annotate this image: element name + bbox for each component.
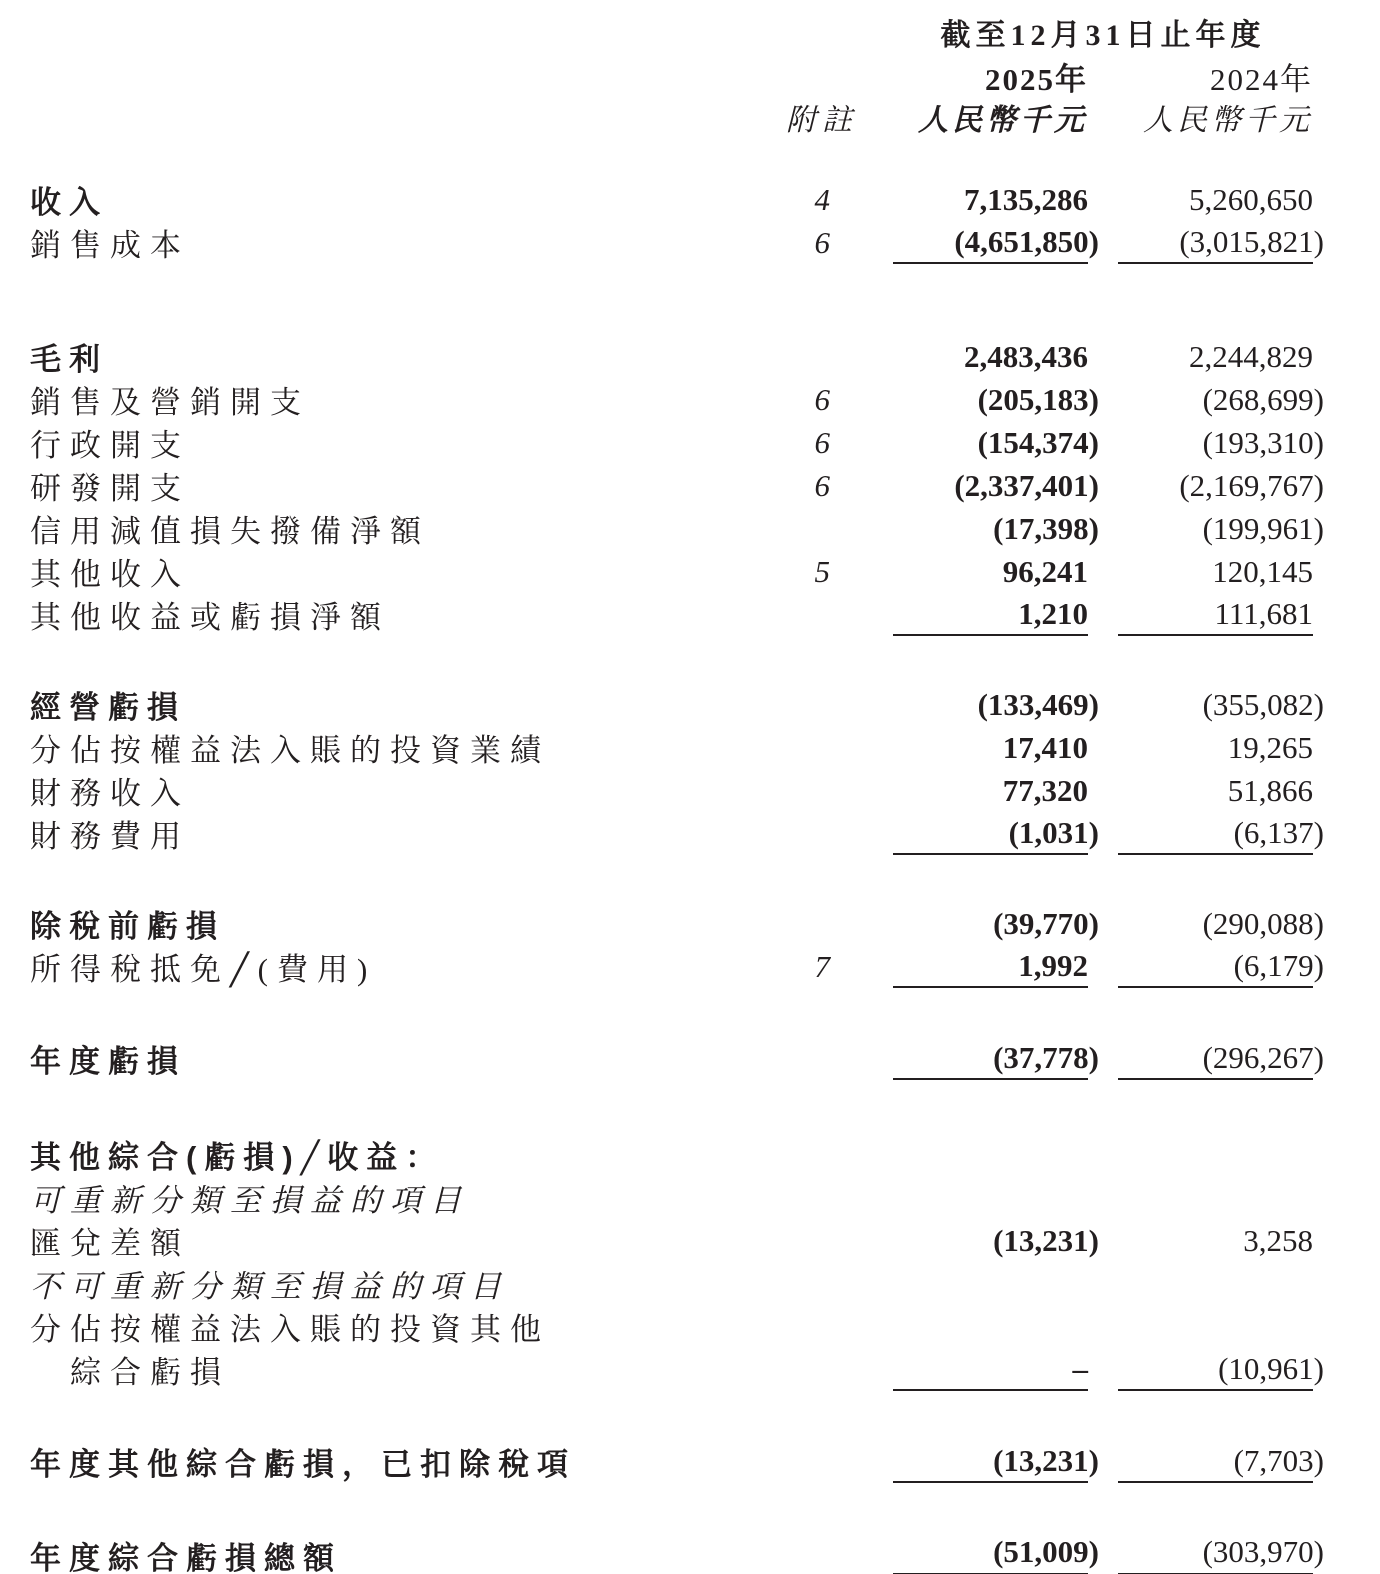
row-label — [0, 1262, 770, 1305]
row-label — [0, 1305, 770, 1348]
row-label-text: 不可重新分類至損益的項目 — [30, 1269, 510, 1304]
row-label-text: 分佔按權益法入賬的投資其他 — [30, 1312, 550, 1347]
row-value-2025: 1,992 — [893, 945, 1088, 988]
table-row-admin-expenses — [0, 421, 1380, 464]
unit-2025-header: 人民幣千元 — [918, 104, 1088, 137]
table-row-share-of-oci-line1 — [0, 1305, 1380, 1348]
row-value-2024: (3,015,821) — [1118, 221, 1313, 264]
notes-column-header: 附註 — [786, 104, 858, 137]
row-value-2024: (7,703) — [1118, 1440, 1313, 1483]
row-value-2025: (17,398) — [993, 510, 1099, 546]
row-note — [770, 221, 830, 264]
row-note — [770, 726, 830, 769]
row-label — [0, 221, 770, 264]
row-note — [770, 1219, 830, 1262]
row-label-text: 銷售成本 — [30, 228, 190, 263]
row-value-2024: (290,088) — [1202, 905, 1324, 941]
table-row-reclassifiable-heading — [0, 1176, 1380, 1219]
table-row-finance-income — [0, 769, 1380, 812]
row-value-2025: 17,410 — [1002, 729, 1088, 765]
table-row-other-comprehensive-loss — [0, 1440, 1380, 1483]
row-value-2025 — [893, 1305, 1088, 1348]
unit-2024-header: 人民幣千元 — [1143, 104, 1313, 137]
row-value-2024: 5,260,650 — [1189, 181, 1313, 217]
row-label-text: 信用減值損失撥備淨額 — [30, 514, 430, 549]
row-value-2025: (13,231) — [893, 1440, 1088, 1483]
row-value-2024: 51,866 — [1227, 772, 1313, 808]
row-label-text: 毛利 — [30, 342, 108, 377]
row-value-2025: 1,210 — [893, 593, 1088, 636]
table-row-other-income — [0, 550, 1380, 593]
note-ref: 4 — [814, 181, 830, 217]
table-row-operating-loss — [0, 683, 1380, 726]
row-note — [770, 902, 830, 945]
row-note — [770, 1530, 830, 1574]
row-label-text: 研發開支 — [30, 471, 190, 506]
row-note — [770, 812, 830, 855]
row-value-2024: (199,961) — [1202, 510, 1324, 546]
row-note — [770, 1305, 830, 1348]
row-label — [0, 769, 770, 812]
table-row-total-comprehensive-loss — [0, 1530, 1380, 1574]
row-note — [770, 1133, 830, 1176]
row-note — [770, 335, 830, 378]
row-label-text: 分佔按權益法入賬的投資業績 — [30, 733, 550, 768]
note-ref: 6 — [814, 381, 830, 417]
row-value-2024: 3,258 — [1243, 1222, 1313, 1258]
row-label — [0, 1440, 770, 1483]
row-value-2024 — [1118, 1176, 1313, 1219]
row-label-text: 其他收益或虧損淨額 — [30, 600, 390, 635]
row-value-2025: (39,770) — [993, 905, 1099, 941]
row-value-2024 — [1118, 1305, 1313, 1348]
table-row-exchange-differences — [0, 1219, 1380, 1262]
row-value-2025 — [893, 1176, 1088, 1219]
row-note — [770, 464, 830, 507]
row-label-text: 年度其他綜合虧損，已扣除稅項 — [30, 1447, 576, 1482]
row-value-2024: (2,169,767) — [1179, 467, 1324, 503]
table-row-share-of-results — [0, 726, 1380, 769]
row-label-text: 除稅前虧損 — [30, 909, 225, 944]
row-label — [0, 683, 770, 726]
row-label — [0, 902, 770, 945]
row-value-2024: (355,082) — [1202, 686, 1324, 722]
row-value-2024: 111,681 — [1118, 593, 1313, 636]
row-value-2024: (6,179) — [1118, 945, 1313, 988]
row-value-2025: (205,183) — [977, 381, 1099, 417]
table-row-selling-expenses — [0, 378, 1380, 421]
row-label-text: 行政開支 — [30, 428, 190, 463]
row-label-text: 收入 — [30, 185, 108, 220]
row-label — [0, 1133, 770, 1176]
period-header: 截至12月31日止年度 — [940, 19, 1266, 52]
row-value-2025: (4,651,850) — [893, 221, 1088, 264]
note-ref: 6 — [814, 224, 830, 260]
row-label — [0, 335, 770, 378]
row-label-text: 經營虧損 — [30, 690, 186, 725]
note-ref: 7 — [814, 948, 830, 984]
table-row-oci-heading — [0, 1133, 1380, 1176]
row-label — [0, 726, 770, 769]
row-value-2024 — [1118, 1262, 1313, 1305]
row-label — [0, 550, 770, 593]
row-value-2025: (2,337,401) — [954, 467, 1099, 503]
row-note — [770, 507, 830, 550]
row-value-2025: – — [893, 1348, 1088, 1391]
table-row-revenue — [0, 178, 1380, 221]
row-label-text: 其他收入 — [30, 557, 190, 592]
row-label — [0, 1037, 770, 1080]
year-2024-header: 2024年 — [1210, 62, 1313, 97]
table-row-credit-impairment — [0, 507, 1380, 550]
row-note — [770, 769, 830, 812]
table-row-cost-of-sales — [0, 221, 1380, 264]
row-value-2025: (37,778) — [893, 1037, 1088, 1080]
row-note — [770, 945, 830, 988]
row-value-2024: (193,310) — [1202, 424, 1324, 460]
row-value-2024 — [1118, 1133, 1313, 1176]
row-label — [0, 945, 770, 988]
row-label-text: 財務費用 — [30, 819, 190, 854]
row-value-2025: 96,241 — [1002, 553, 1088, 589]
table-row-other-gains-losses — [0, 593, 1380, 636]
row-value-2024: 2,244,829 — [1189, 338, 1313, 374]
row-label — [0, 1219, 770, 1262]
table-row-income-tax — [0, 945, 1380, 988]
note-ref: 6 — [814, 467, 830, 503]
row-note — [770, 1037, 830, 1080]
row-value-2025: 7,135,286 — [964, 181, 1088, 217]
row-note — [770, 421, 830, 464]
row-note — [770, 550, 830, 593]
row-value-2025: 2,483,436 — [964, 338, 1088, 374]
row-value-2025: (133,469) — [977, 686, 1099, 722]
row-value-2025: (1,031) — [893, 812, 1088, 855]
row-note — [770, 683, 830, 726]
row-value-2024: (6,137) — [1118, 812, 1313, 855]
row-value-2024: (268,699) — [1202, 381, 1324, 417]
row-value-2025: 77,320 — [1002, 772, 1088, 808]
row-value-2024: 120,145 — [1212, 553, 1313, 589]
row-label-text: 銷售及營銷開支 — [30, 385, 310, 420]
row-value-2025 — [893, 1133, 1088, 1176]
row-value-2025 — [893, 1262, 1088, 1305]
row-note — [770, 1176, 830, 1219]
row-note — [770, 178, 830, 221]
row-label-text: 其他綜合(虧損)╱收益： — [30, 1140, 445, 1175]
row-value-2025: (51,009) — [893, 1530, 1088, 1574]
row-label — [0, 464, 770, 507]
note-ref: 5 — [814, 553, 830, 589]
row-note — [770, 1348, 830, 1391]
row-value-2025: (13,231) — [993, 1222, 1099, 1258]
table-row-non-reclassifiable-heading — [0, 1262, 1380, 1305]
row-label — [0, 1530, 770, 1574]
row-label — [0, 1348, 770, 1391]
row-note — [770, 1262, 830, 1305]
row-note — [770, 593, 830, 636]
row-value-2024: (303,970) — [1118, 1530, 1313, 1574]
row-value-2024: (10,961) — [1118, 1348, 1313, 1391]
year-2025-header: 2025年 — [985, 62, 1088, 97]
row-label — [0, 507, 770, 550]
table-row-loss-before-tax — [0, 902, 1380, 945]
table-row-finance-costs — [0, 812, 1380, 855]
table-row-share-of-oci-line2 — [0, 1348, 1380, 1391]
row-label-text: 所得稅抵免╱(費用) — [30, 952, 377, 987]
note-ref: 6 — [814, 424, 830, 460]
row-label-text: 財務收入 — [30, 776, 190, 811]
row-label — [0, 421, 770, 464]
table-row-gross-profit — [0, 335, 1380, 378]
row-value-2024: 19,265 — [1227, 729, 1313, 765]
row-label-text: 年度虧損 — [30, 1044, 186, 1079]
row-value-2025: (154,374) — [977, 424, 1099, 460]
row-label — [0, 812, 770, 855]
row-label-text: 年度綜合虧損總額 — [30, 1540, 342, 1574]
row-label — [0, 178, 770, 221]
row-label-text: 可重新分類至損益的項目 — [30, 1183, 470, 1218]
row-value-2024: (296,267) — [1118, 1037, 1313, 1080]
row-label — [0, 378, 770, 421]
row-label — [0, 1176, 770, 1219]
row-label — [0, 593, 770, 636]
row-label-text: 綜合虧損 — [70, 1355, 230, 1390]
table-row-loss-for-year — [0, 1037, 1380, 1080]
table-row-rd-expenses — [0, 464, 1380, 507]
row-note — [770, 1440, 830, 1483]
row-label-text: 匯兌差額 — [30, 1226, 190, 1261]
statement-table — [0, 178, 1380, 1574]
row-note — [770, 378, 830, 421]
